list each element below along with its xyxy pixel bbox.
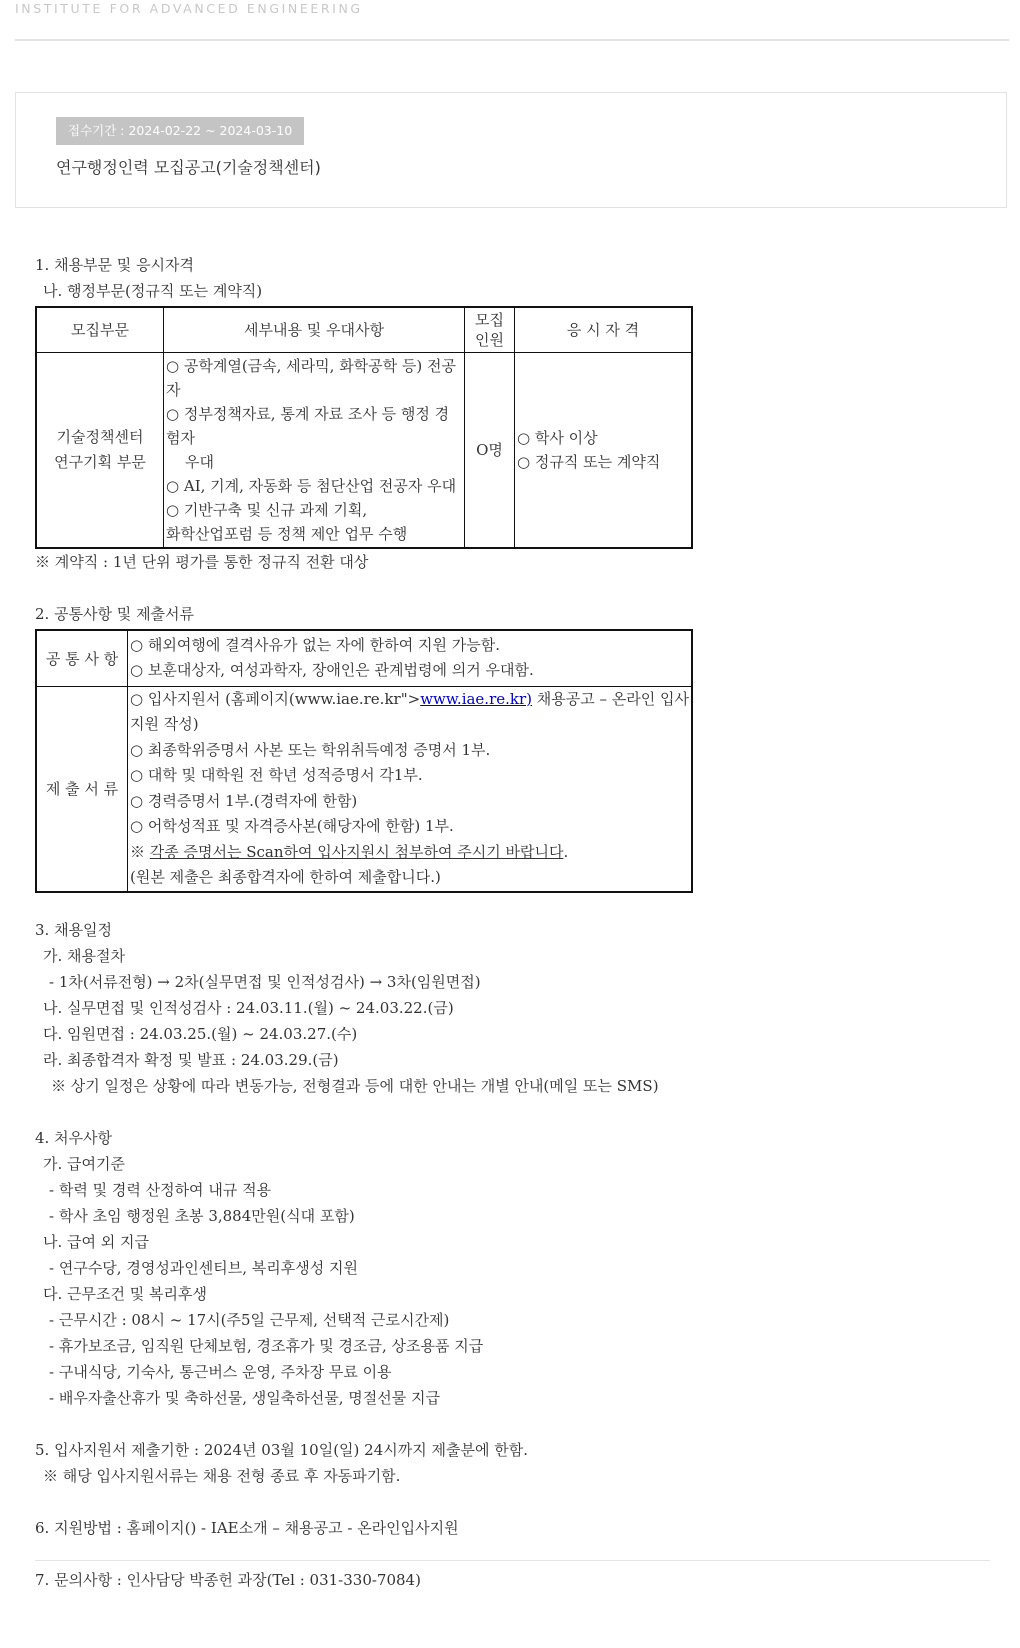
documents-label-cell: 제 출 서 류	[36, 686, 128, 892]
section-5-note: ※ 해당 입사지원서류는 채용 전형 종료 후 자동파기함.	[43, 1466, 401, 1485]
notice-title: 연구행정인력 모집공고(기술정책센터)	[56, 158, 321, 177]
common-items-cell: ○ 해외여행에 결격사유가 없는 자에 한하여 지원 가능함. ○ 보훈대상자, 여성과학자, 장애인은 관계법령에 의거 우대함.	[128, 630, 693, 686]
benefits-line: - 구내식당, 기숙사, 통근버스 운영, 주차장 무료 이용	[49, 1362, 392, 1381]
benefits-line: - 배우자출산휴가 및 축하선물, 생일축하선물, 명절선물 지급	[49, 1388, 440, 1407]
qualifications-cell: ○ 학사 이상 ○ 정규직 또는 계약직	[515, 353, 693, 549]
section-4-heading: 4. 처우사항	[35, 1128, 113, 1147]
section-2-heading: 2. 공통사항 및 제출서류	[35, 605, 195, 623]
benefits-line: - 근무시간 : 08시 ~ 17시(주5일 근무제, 선택적 근로시간제)	[49, 1310, 450, 1329]
department-cell: 기술정책센터 연구기획 부문	[36, 353, 164, 549]
section-5-deadline: 5. 입사지원서 제출기한 : 2024년 03월 10일(일) 24시까지 제출분에 한함.	[35, 1440, 528, 1459]
benefits-line: - 휴가보조금, 임직원 단체보험, 경조휴가 및 경조금, 상조용품 지급	[49, 1336, 484, 1355]
schedule-line: - 1차(서류전형) → 2차(실무면접 및 인적성검사) → 3차(임원면접)	[49, 972, 481, 991]
notice-body	[35, 252, 990, 1593]
homepage-link[interactable]: www.iae.re.kr)	[420, 689, 533, 708]
common-label-cell: 공 통 사 항	[36, 630, 128, 686]
header-divider	[15, 39, 1009, 41]
section-7-contact: 7. 문의사항 : 인사담당 박종헌 과장(Tel : 031-330-7084)	[35, 1570, 421, 1589]
section-1-subheading: 나. 행정부문(정규직 또는 계약직)	[43, 282, 263, 300]
notice-header-card	[15, 92, 1007, 208]
section-6-method: 6. 지원방법 : 홈페이지() - IAE소개 – 채용공고 - 온라인입사지원	[35, 1518, 459, 1537]
benefits-line: - 학사 초임 행정원 초봉 3,884만원(식대 포함)	[49, 1206, 355, 1225]
col-header-qualifications: 응 시 자 격	[515, 307, 693, 353]
schedule-line: 나. 실무면접 및 인적성검사 : 24.03.11.(월) ~ 24.03.22.(금)	[43, 998, 454, 1017]
documents-items-cell: ○ 입사지원서 (홈페이지(www.iae.re.kr">www.iae.re.kr) 채용공고 – 온라인 입사 지원 작성) ○ 최종학위증명서 사본 또는 학위취득예정 증명서 1부. ○ 대학 및 대학원 전 학년 성적증명서 각1부. ○ 경력증명서 1부.(경력자에 한함) ○ 어학성적표 및 자격증사본(해당자에 한함) 1부. ※ 각종 증명서는 Scan하여 입사지원시 첨부하여 주시기 바랍니다. (원본 제출은 최종합격자에 한하여 제출합니다.)	[128, 686, 693, 892]
headcount-cell: O명	[465, 353, 515, 549]
benefits-line: 가. 급여기준	[43, 1154, 125, 1173]
schedule-line: 가. 채용절차	[43, 946, 125, 965]
section-1-heading: 1. 채용부문 및 응시자격	[35, 256, 195, 274]
col-header-department: 모집부문	[36, 307, 164, 353]
section-3-heading: 3. 채용일정	[35, 920, 113, 939]
contract-note: ※ 계약직 : 1년 단위 평가를 통한 정규직 전환 대상	[35, 553, 369, 571]
schedule-note: ※ 상기 일정은 상황에 따라 변동가능, 전형결과 등에 대한 안내는 개별 안내(메일 또는 SMS)	[51, 1076, 659, 1095]
col-header-headcount: 모집 인원	[465, 307, 515, 353]
col-header-details: 세부내용 및 우대사항	[164, 307, 465, 353]
schedule-line: 다. 임원면접 : 24.03.25.(월) ~ 24.03.27.(수)	[43, 1024, 358, 1043]
content-bottom-divider	[35, 1560, 990, 1561]
benefits-line: - 학력 및 경력 산정하여 내규 적용	[49, 1180, 272, 1199]
site-name: INSTITUTE FOR ADVANCED ENGINEERING	[15, 1, 363, 16]
schedule-line: 라. 최종합격자 확정 및 발표 : 24.03.29.(금)	[43, 1050, 339, 1069]
details-cell: ○ 공학계열(금속, 세라믹, 화학공학 등) 전공자 ○ 정부정책자료, 통계 자료 조사 등 행정 경험자 우대 ○ AI, 기계, 자동화 등 첨단산업 전공자 우대 ○ 기반구축 및 신규 과제 기획, 화학산업포럼 등 정책 제안 업무 수행	[164, 353, 465, 549]
benefits-line: 다. 근무조건 및 복리후생	[43, 1284, 207, 1303]
requirements-table	[35, 629, 693, 893]
benefits-line: - 연구수당, 경영성과인센티브, 복리후생성 지원	[49, 1258, 358, 1277]
recruitment-table	[35, 306, 693, 549]
application-period-badge: 접수기간 : 2024-02-22 ~ 2024-03-10	[56, 117, 304, 145]
benefits-line: 나. 급여 외 지급	[43, 1232, 150, 1251]
